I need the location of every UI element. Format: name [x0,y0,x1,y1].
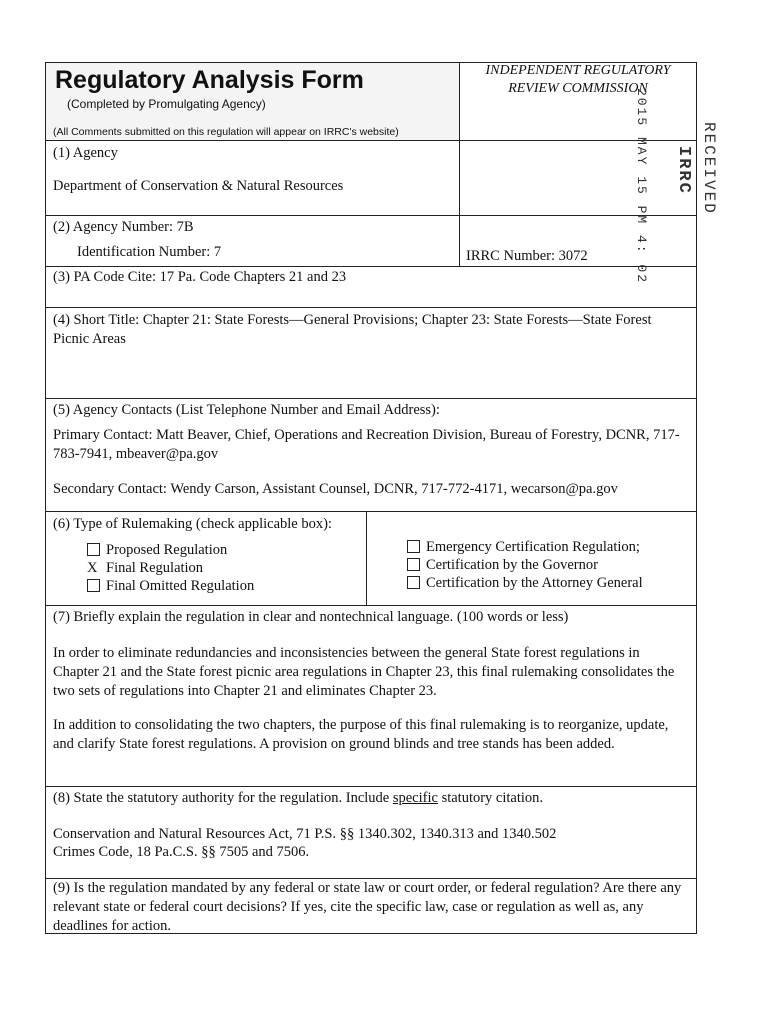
option-certification-attorney-general[interactable] [407,574,643,593]
checkbox-attorney-general[interactable] [407,576,420,589]
authority-line-2: Crimes Code, 18 Pa.C.S. §§ 7505 and 7506. [53,844,310,860]
explanation-paragraph-2: In addition to consolidating the two chapters, the purpose of this final rulemaking is to reorganize, update, and clarify State forest regulations. A provision on ground blinds and tree stands has been added. [53,717,669,752]
option-label: Proposed Regulation [106,542,228,558]
commission-line-2: REVIEW COMMISSION [508,81,648,96]
option-final-regulation[interactable] [87,559,203,578]
option-label: Emergency Certification Regulation; [426,539,640,555]
authority-label [53,789,543,808]
authority-line-1: Conservation and Natural Resources Act, 71 P.S. §§ 1340.302, 1340.313 and 1340.502 [53,826,557,842]
irrc-stamp: IRRC [674,146,693,195]
checked-x-mark[interactable]: X [87,560,98,576]
commission-line-1: INDEPENDENT REGULATORY [485,63,671,78]
checkbox-proposed[interactable] [87,543,100,556]
explanation-label: (7) Briefly explain the regulation in clear and nontechnical language. (100 words or less) [53,609,569,625]
agency-label: (1) Agency [53,145,118,161]
pa-code-cite: (3) PA Code Cite: 17 Pa. Code Chapters 21 and 23 [53,269,347,285]
option-label: Final Regulation [106,560,204,576]
primary-contact: Primary Contact: Matt Beaver, Chief, Operations and Recreation Division, Bureau of Forestry, DCNR, 717-783-7941, mbeaver@pa.gov [53,427,680,462]
option-label: Final Omitted Regulation [106,578,255,594]
option-emergency-certification[interactable] [407,538,640,557]
option-certification-governor[interactable] [407,556,598,575]
identification-number: Identification Number: 7 [77,244,222,260]
checkbox-final-omitted[interactable] [87,579,100,592]
authority-label-specific: specific [392,790,438,806]
irrc-number: IRRC Number: 3072 [466,248,588,264]
form-subtitle: (Completed by Promulgating Agency) [67,97,266,111]
checkbox-emergency[interactable] [407,540,420,553]
received-date-stamp: 2015 MAY 15 PM 4: 02 [634,88,649,285]
contacts-label: (5) Agency Contacts (List Telephone Number and Email Address): [53,402,440,418]
agency-number: (2) Agency Number: 7B [53,219,194,235]
authority-label-part-a: (8) State the statutory authority for the regulation. Include [53,790,393,806]
option-proposed-regulation[interactable] [87,541,227,560]
short-title: (4) Short Title: Chapter 21: State Forests—General Provisions; Chapter 23: State Forests—State Forest Picnic Areas [53,312,652,347]
explanation-paragraph-1: In order to eliminate redundancies and inconsistencies between the general State forest regulations in Chapter 21 and the State forest picnic area regulations in Chapter 23, this final rulemaking consolidates the two sets of regulations into Chapter 21 and eliminates Chapter 23. [53,645,675,699]
mandated-question: (9) Is the regulation mandated by any federal or state law or court order, or federal regulation? Are there any relevant state or federal court decisions? If yes, cite the specific law, case or regulation as well as, any deadlines for action. [53,880,682,934]
comments-note: (All Comments submitted on this regulation will appear on IRRC's website) [53,126,399,138]
option-label: Certification by the Governor [426,557,598,573]
rulemaking-label: (6) Type of Rulemaking (check applicable box): [53,516,332,532]
option-label: Certification by the Attorney General [426,575,643,591]
received-stamp: RECEIVED [700,122,718,215]
form-title: Regulatory Analysis Form [55,66,364,94]
authority-label-part-b: statutory citation. [437,790,544,806]
checkbox-governor[interactable] [407,558,420,571]
agency-right-box [459,140,697,216]
agency-value: Department of Conservation & Natural Resources [53,178,344,194]
secondary-contact: Secondary Contact: Wendy Carson, Assistant Counsel, DCNR, 717-772-4171, wecarson@pa.gov [53,481,618,497]
option-final-omitted-regulation[interactable] [87,577,254,596]
